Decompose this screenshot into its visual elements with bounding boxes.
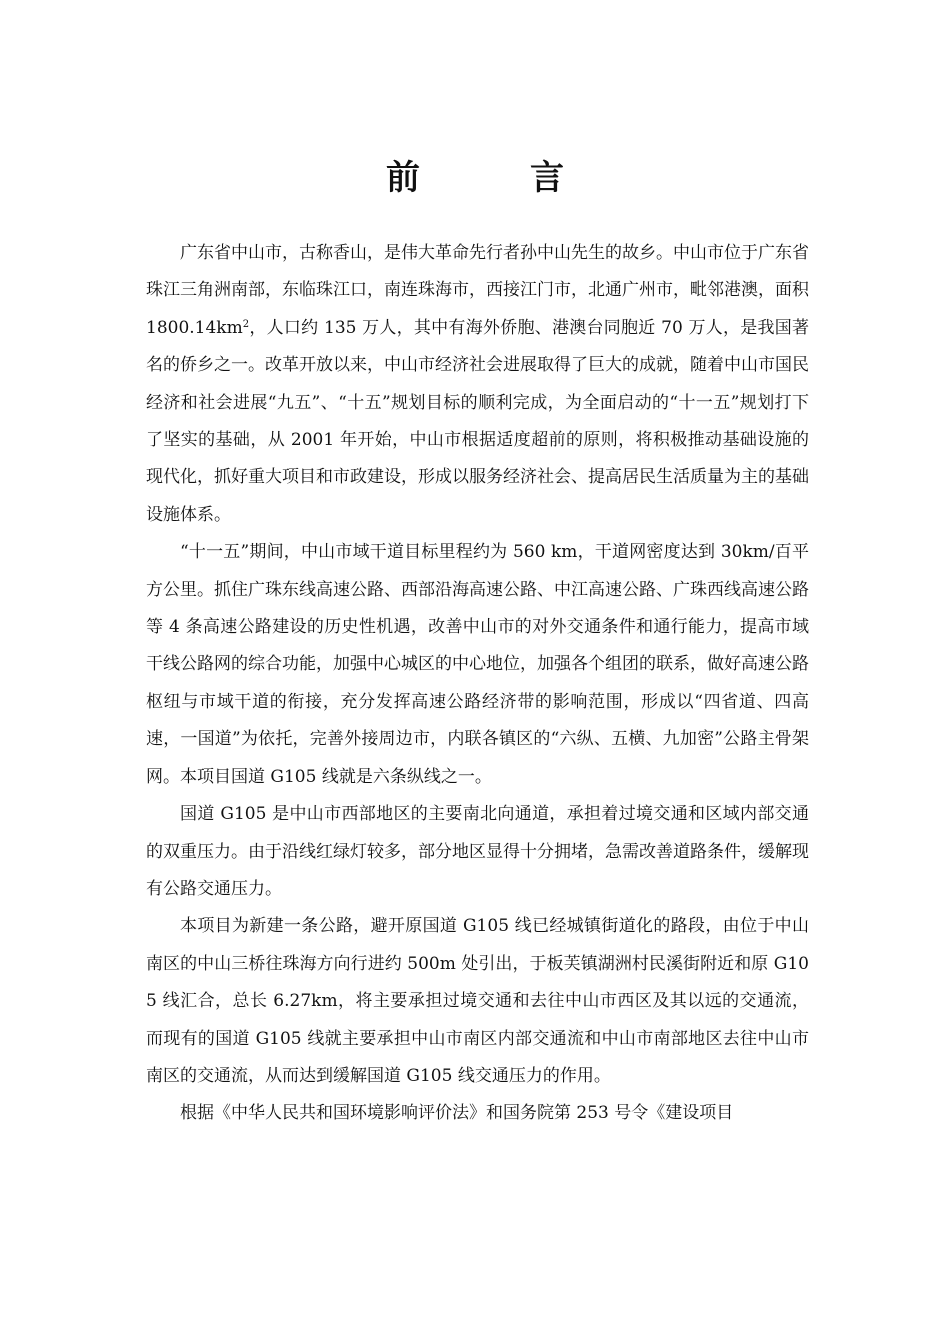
paragraph-5: 根据《中华人民共和国环境影响评价法》和国务院第 253 号令《建设项目 [180,1103,734,1124]
superscript-2: 2 [242,318,250,330]
body-text [146,235,809,1133]
paragraph-4: 本项目为新建一条公路，避开原国道 G105 线已经城镇街道化的路段，由位于中山南区的中山三桥往珠海方向行进约 500m 处引出，于板芙镇湖洲村民溪街附近和原 G105 线汇合，总长 6.27km，将主要承担过境交通和去往中山市西区及其以远的交通流，而现有的国道 G105 线就主要承担中山市南区内部交通流和中山市南部地区去往中山市南区的交通流，从而达到缓解国道 G105 线交通压力的作用。 [146,916,809,1086]
paragraph-2: “十一五”期间，中山市域干道目标里程约为 560 km，干道网密度达到 30km/百平方公里。抓住广珠东线高速公路、西部沿海高速公路、中江高速公路、广珠西线高速公路等 4 条高速公路建设的历史性机遇，改善中山市的对外交通条件和通行能力，提高市域干线公路网的综合功能，加强中心城区的中心地位，加强各个组团的联系，做好高速公路枢纽与市域干道的衔接，充分发挥高速公路经济带的影响范围，形成以“四省道、四高速，一国道”为依托，完善外接周边市，内联各镇区的“六纵、五横、九加密”公路主骨架网。本项目国道 G105 线就是六条纵线之一。 [146,542,809,787]
paragraph-1 [146,235,809,534]
paragraph-1-text: 广东省中山市，古称香山，是伟大革命先行者孙中山先生的故乡。中山市位于广东省珠江三角洲南部，东临珠江口，南连珠海市，西接江门市，北通广州市，毗邻港澳，面积 1800.14km [146,243,809,338]
paragraph-3: 国道 G105 是中山市西部地区的主要南北向通道，承担着过境交通和区域内部交通的双重压力。由于沿线红绿灯较多，部分地区显得十分拥堵，急需改善道路条件，缓解现有公路交通压力。 [146,804,809,899]
page-title: 前 言 [386,158,602,198]
paragraph-1-text-cont: ，人口约 135 万人，其中有海外侨胞、港澳台同胞近 70 万人，是我国著名的侨乡之一。改革开放以来，中山市经济社会进展取得了巨大的成就，随着中山市国民经济和社会进展“九五”、“十五”规划目标的顺利完成，为全面启动的“十一五”规划打下了坚实的基础，从 2001 年开始，中山市根据适度超前的原则，将积极推动基础设施的现代化，抓好重大项目和市政建设，形成以服务经济社会、提高居民生活质量为主的基础设施体系。 [146,317,809,525]
